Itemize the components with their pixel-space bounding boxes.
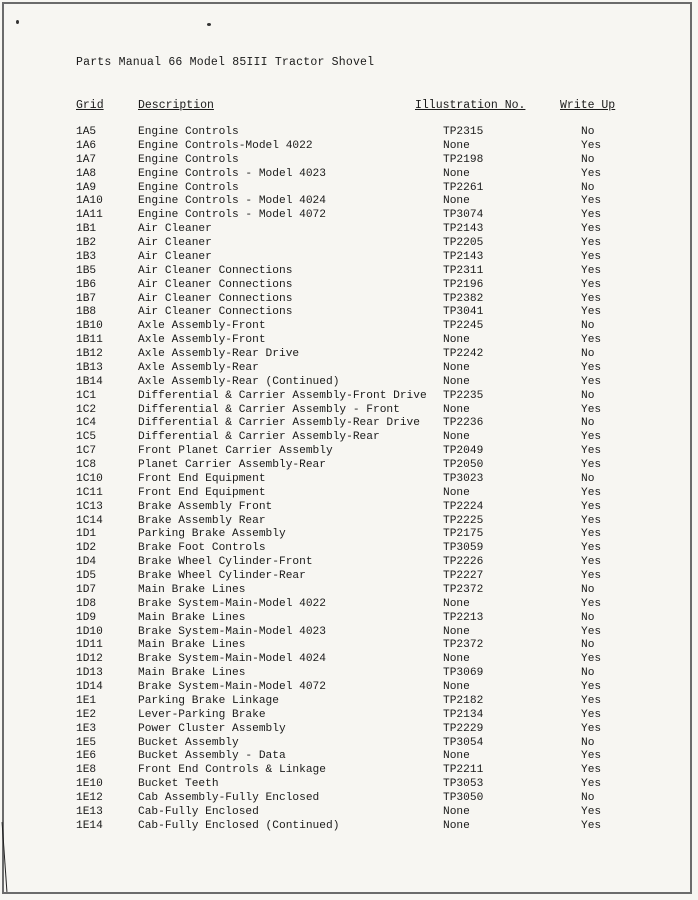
illustration-cell: TP2311 — [443, 264, 484, 277]
table-row — [0, 195, 698, 209]
illustration-cell: TP2227 — [443, 570, 484, 582]
write-up-cell: Yes — [581, 167, 602, 180]
grid-cell: 1C5 — [76, 431, 97, 444]
table-row — [0, 542, 698, 556]
grid-cell: 1D10 — [76, 625, 103, 638]
grid-cell: 1E3 — [76, 722, 97, 735]
illustration-cell: None — [443, 750, 470, 763]
write-up-cell: Yes — [581, 334, 602, 347]
table-row — [0, 362, 698, 376]
illustration-cell: TP2196 — [443, 278, 484, 291]
table-row — [0, 473, 698, 487]
table-row — [0, 237, 698, 251]
write-up-cell: Yes — [581, 778, 602, 791]
illustration-cell: TP3053 — [443, 778, 484, 791]
description-cell: Main Brake Lines — [138, 583, 246, 596]
write-up-cell: Yes — [581, 292, 602, 305]
write-up-cell: No — [581, 153, 595, 166]
write-up-cell: No — [581, 583, 595, 596]
table-row — [0, 223, 698, 237]
grid-cell: 1D1 — [76, 528, 97, 541]
description-cell: Air Cleaner Connections — [138, 292, 293, 305]
grid-cell: 1B12 — [76, 348, 103, 360]
write-up-cell: Yes — [581, 278, 602, 291]
write-up-cell: No — [581, 320, 595, 333]
illustration-cell: TP2049 — [443, 445, 484, 458]
table-row — [0, 293, 698, 307]
header-illustration-no: Illustration No. — [415, 99, 526, 112]
illustration-cell: TP2224 — [443, 500, 484, 513]
illustration-cell: TP3054 — [443, 736, 484, 749]
description-cell: Engine Controls — [138, 153, 239, 166]
description-cell: Front End Controls & Linkage — [138, 764, 326, 777]
table-row — [0, 431, 698, 445]
table-row — [0, 126, 698, 140]
description-cell: Main Brake Lines — [138, 667, 246, 680]
description-cell: Cab-Fully Enclosed (Continued) — [138, 819, 340, 832]
table-row — [0, 806, 698, 820]
illustration-cell: TP2229 — [443, 722, 484, 735]
table-row — [0, 764, 698, 778]
write-up-cell: No — [581, 417, 595, 430]
table-row — [0, 404, 698, 418]
grid-cell: 1C1 — [76, 389, 97, 402]
table-row — [0, 792, 698, 806]
illustration-cell: TP2143 — [443, 223, 484, 236]
table-row — [0, 515, 698, 529]
write-up-cell: Yes — [581, 264, 602, 277]
description-cell: Differential & Carrier Assembly-Front Drive — [138, 389, 427, 402]
write-up-cell: Yes — [581, 459, 602, 471]
description-cell: Differential & Carrier Assembly-Rear Drive — [138, 417, 420, 430]
illustration-cell: TP2143 — [443, 250, 484, 263]
grid-cell: 1C11 — [76, 486, 103, 499]
illustration-cell: None — [443, 486, 470, 499]
header-description: Description — [138, 99, 214, 112]
table-row — [0, 750, 698, 764]
illustration-cell: None — [443, 361, 470, 374]
description-cell: Air Cleaner — [138, 223, 212, 236]
illustration-cell: TP2242 — [443, 348, 484, 360]
grid-cell: 1C14 — [76, 514, 103, 527]
header-write-up: Write Up — [560, 99, 616, 112]
grid-cell: 1A10 — [76, 195, 103, 208]
description-cell: Brake Wheel Cylinder-Front — [138, 556, 313, 569]
write-up-cell: Yes — [581, 486, 602, 499]
description-cell: Engine Controls — [138, 126, 239, 138]
table-row — [0, 348, 698, 362]
table-row — [0, 376, 698, 390]
illustration-cell: TP3023 — [443, 472, 484, 485]
write-up-cell: Yes — [581, 528, 602, 541]
illustration-cell: None — [443, 819, 470, 832]
description-cell: Air Cleaner — [138, 237, 212, 249]
grid-cell: 1B1 — [76, 223, 97, 236]
grid-cell: 1E8 — [76, 764, 97, 777]
grid-cell: 1E1 — [76, 694, 97, 707]
description-cell: Main Brake Lines — [138, 611, 246, 624]
description-cell: Engine Controls - Model 4023 — [138, 167, 326, 180]
grid-cell: 1D8 — [76, 597, 97, 610]
illustration-cell: TP2134 — [443, 708, 484, 721]
grid-cell: 1C2 — [76, 403, 97, 416]
header-grid: Grid — [76, 99, 104, 112]
description-cell: Brake System-Main-Model 4023 — [138, 625, 326, 638]
write-up-cell: Yes — [581, 819, 602, 832]
grid-cell: 1C10 — [76, 472, 103, 485]
grid-cell: 1C7 — [76, 445, 97, 458]
illustration-cell: None — [443, 334, 470, 347]
description-cell: Axle Assembly-Rear (Continued) — [138, 375, 340, 388]
grid-cell: 1D7 — [76, 583, 97, 596]
grid-cell: 1D5 — [76, 570, 97, 582]
description-cell: Cab-Fully Enclosed — [138, 805, 259, 818]
grid-cell: 1A9 — [76, 181, 97, 194]
table-row — [0, 154, 698, 168]
grid-cell: 1B2 — [76, 237, 97, 249]
grid-cell: 1B7 — [76, 292, 97, 305]
illustration-cell: TP2261 — [443, 181, 484, 194]
table-row — [0, 598, 698, 612]
grid-cell: 1A11 — [76, 209, 103, 222]
illustration-cell: None — [443, 375, 470, 388]
write-up-cell: No — [581, 348, 595, 360]
illustration-cell: TP3074 — [443, 209, 484, 222]
description-cell: Air Cleaner Connections — [138, 278, 293, 291]
grid-cell: 1B11 — [76, 334, 103, 347]
illustration-cell: None — [443, 139, 470, 152]
description-cell: Brake Wheel Cylinder-Rear — [138, 570, 306, 582]
write-up-cell: No — [581, 792, 595, 804]
grid-cell: 1B8 — [76, 306, 97, 319]
grid-cell: 1A5 — [76, 126, 97, 138]
description-cell: Main Brake Lines — [138, 639, 246, 652]
description-cell: Axle Assembly-Rear — [138, 361, 259, 374]
grid-cell: 1D14 — [76, 681, 103, 693]
description-cell: Differential & Carrier Assembly - Front — [138, 403, 400, 416]
illustration-cell: TP2213 — [443, 611, 484, 624]
illustration-cell: TP2225 — [443, 514, 484, 527]
description-cell: Engine Controls-Model 4022 — [138, 139, 313, 152]
description-cell: Power Cluster Assembly — [138, 722, 286, 735]
grid-cell: 1B10 — [76, 320, 103, 333]
illustration-cell: TP2382 — [443, 292, 484, 305]
illustration-cell: TP2205 — [443, 237, 484, 249]
description-cell: Differential & Carrier Assembly-Rear — [138, 431, 380, 444]
description-cell: Lever-Parking Brake — [138, 708, 266, 721]
grid-cell: 1D9 — [76, 611, 97, 624]
grid-cell: 1B6 — [76, 278, 97, 291]
write-up-cell: Yes — [581, 708, 602, 721]
table-row — [0, 584, 698, 598]
write-up-cell: Yes — [581, 361, 602, 374]
illustration-cell: TP3041 — [443, 306, 484, 319]
description-cell: Brake System-Main-Model 4024 — [138, 653, 326, 666]
description-cell: Front Planet Carrier Assembly — [138, 445, 333, 458]
write-up-cell: Yes — [581, 694, 602, 707]
grid-cell: 1E13 — [76, 805, 103, 818]
description-cell: Parking Brake Linkage — [138, 694, 279, 707]
description-cell: Bucket Teeth — [138, 778, 219, 791]
illustration-cell: TP2245 — [443, 320, 484, 333]
description-cell: Front End Equipment — [138, 486, 266, 499]
write-up-cell: Yes — [581, 514, 602, 527]
write-up-cell: No — [581, 667, 595, 680]
table-row — [0, 306, 698, 320]
write-up-cell: Yes — [581, 237, 602, 249]
table-row — [0, 723, 698, 737]
table-row — [0, 487, 698, 501]
illustration-cell: None — [443, 597, 470, 610]
illustration-cell: TP2236 — [443, 417, 484, 430]
grid-cell: 1A7 — [76, 153, 97, 166]
write-up-cell: Yes — [581, 375, 602, 388]
illustration-cell: None — [443, 681, 470, 693]
write-up-cell: Yes — [581, 625, 602, 638]
table-row — [0, 417, 698, 431]
table-row — [0, 459, 698, 473]
table-row — [0, 168, 698, 182]
description-cell: Engine Controls — [138, 181, 239, 194]
table-row — [0, 501, 698, 515]
grid-cell: 1E12 — [76, 792, 103, 804]
grid-cell: 1C8 — [76, 459, 97, 471]
write-up-cell: No — [581, 736, 595, 749]
description-cell: Parking Brake Assembly — [138, 528, 286, 541]
description-cell: Brake System-Main-Model 4072 — [138, 681, 326, 693]
grid-cell: 1B3 — [76, 250, 97, 263]
scan-speck — [207, 23, 211, 26]
write-up-cell: Yes — [581, 653, 602, 666]
description-cell: Brake Assembly Rear — [138, 514, 266, 527]
table-row — [0, 639, 698, 653]
write-up-cell: No — [581, 389, 595, 402]
grid-cell: 1A6 — [76, 139, 97, 152]
write-up-cell: Yes — [581, 223, 602, 236]
table-row — [0, 667, 698, 681]
grid-cell: 1A8 — [76, 167, 97, 180]
write-up-cell: Yes — [581, 139, 602, 152]
grid-cell: 1E2 — [76, 708, 97, 721]
document-title: Parts Manual 66 Model 85III Tractor Shovel — [76, 56, 375, 69]
table-row — [0, 182, 698, 196]
illustration-cell: None — [443, 653, 470, 666]
illustration-cell: TP2372 — [443, 583, 484, 596]
table-row — [0, 695, 698, 709]
description-cell: Engine Controls - Model 4072 — [138, 209, 326, 222]
illustration-cell: TP3059 — [443, 542, 484, 555]
table-row — [0, 209, 698, 223]
table-row — [0, 626, 698, 640]
illustration-cell: TP2198 — [443, 153, 484, 166]
write-up-cell: Yes — [581, 445, 602, 458]
description-cell: Axle Assembly-Front — [138, 334, 266, 347]
write-up-cell: Yes — [581, 500, 602, 513]
illustration-cell: None — [443, 625, 470, 638]
table-row — [0, 820, 698, 834]
write-up-cell: Yes — [581, 306, 602, 319]
grid-cell: 1E5 — [76, 736, 97, 749]
write-up-cell: Yes — [581, 250, 602, 263]
grid-cell: 1E6 — [76, 750, 97, 763]
illustration-cell: None — [443, 195, 470, 208]
table-row — [0, 445, 698, 459]
table-row — [0, 737, 698, 751]
grid-cell: 1C4 — [76, 417, 97, 430]
grid-cell: 1D13 — [76, 667, 103, 680]
write-up-cell: Yes — [581, 195, 602, 208]
description-cell: Planet Carrier Assembly-Rear — [138, 459, 326, 471]
illustration-cell: TP2182 — [443, 694, 484, 707]
grid-cell: 1D2 — [76, 542, 97, 555]
illustration-cell: TP2235 — [443, 389, 484, 402]
grid-cell: 1D11 — [76, 639, 103, 652]
description-cell: Air Cleaner Connections — [138, 306, 293, 319]
table-row — [0, 612, 698, 626]
write-up-cell: Yes — [581, 542, 602, 555]
table-row — [0, 556, 698, 570]
table-row — [0, 334, 698, 348]
description-cell: Air Cleaner Connections — [138, 264, 293, 277]
write-up-cell: Yes — [581, 431, 602, 444]
write-up-cell: Yes — [581, 209, 602, 222]
illustration-cell: None — [443, 403, 470, 416]
illustration-cell: TP2226 — [443, 556, 484, 569]
write-up-cell: Yes — [581, 764, 602, 777]
grid-cell: 1B5 — [76, 264, 97, 277]
table-row — [0, 653, 698, 667]
grid-cell: 1E14 — [76, 819, 103, 832]
table-row — [0, 778, 698, 792]
write-up-cell: No — [581, 126, 595, 138]
table-row — [0, 570, 698, 584]
description-cell: Axle Assembly-Front — [138, 320, 266, 333]
table-row — [0, 528, 698, 542]
scan-speck — [16, 20, 19, 24]
illustration-cell: TP3069 — [443, 667, 484, 680]
illustration-cell: TP2372 — [443, 639, 484, 652]
description-cell: Axle Assembly-Rear Drive — [138, 348, 300, 360]
write-up-cell: No — [581, 639, 595, 652]
description-cell: Engine Controls - Model 4024 — [138, 195, 326, 208]
illustration-cell: None — [443, 805, 470, 818]
description-cell: Brake Assembly Front — [138, 500, 273, 513]
write-up-cell: Yes — [581, 722, 602, 735]
illustration-cell: TP2050 — [443, 459, 484, 471]
grid-cell: 1E10 — [76, 778, 103, 791]
description-cell: Cab Assembly-Fully Enclosed — [138, 792, 320, 804]
description-cell: Front End Equipment — [138, 472, 266, 485]
grid-cell: 1B13 — [76, 361, 103, 374]
grid-cell: 1C13 — [76, 500, 103, 513]
grid-cell: 1B14 — [76, 375, 103, 388]
table-row — [0, 265, 698, 279]
write-up-cell: Yes — [581, 597, 602, 610]
illustration-cell: None — [443, 431, 470, 444]
write-up-cell: Yes — [581, 805, 602, 818]
illustration-cell: TP3050 — [443, 792, 484, 804]
write-up-cell: Yes — [581, 403, 602, 416]
description-cell: Bucket Assembly — [138, 736, 239, 749]
table-row — [0, 140, 698, 154]
illustration-cell: TP2315 — [443, 126, 484, 138]
write-up-cell: No — [581, 472, 595, 485]
table-row — [0, 390, 698, 404]
description-cell: Brake System-Main-Model 4022 — [138, 597, 326, 610]
description-cell: Brake Foot Controls — [138, 542, 266, 555]
parts-table — [0, 126, 698, 834]
table-row — [0, 681, 698, 695]
write-up-cell: Yes — [581, 750, 602, 763]
write-up-cell: Yes — [581, 556, 602, 569]
description-cell: Bucket Assembly - Data — [138, 750, 286, 763]
illustration-cell: TP2175 — [443, 528, 484, 541]
write-up-cell: No — [581, 181, 595, 194]
write-up-cell: No — [581, 611, 595, 624]
grid-cell: 1D12 — [76, 653, 103, 666]
table-row — [0, 709, 698, 723]
illustration-cell: TP2211 — [443, 764, 484, 777]
table-row — [0, 320, 698, 334]
description-cell: Air Cleaner — [138, 250, 212, 263]
illustration-cell: None — [443, 167, 470, 180]
grid-cell: 1D4 — [76, 556, 97, 569]
write-up-cell: Yes — [581, 570, 602, 582]
table-row — [0, 251, 698, 265]
write-up-cell: Yes — [581, 681, 602, 693]
table-row — [0, 279, 698, 293]
